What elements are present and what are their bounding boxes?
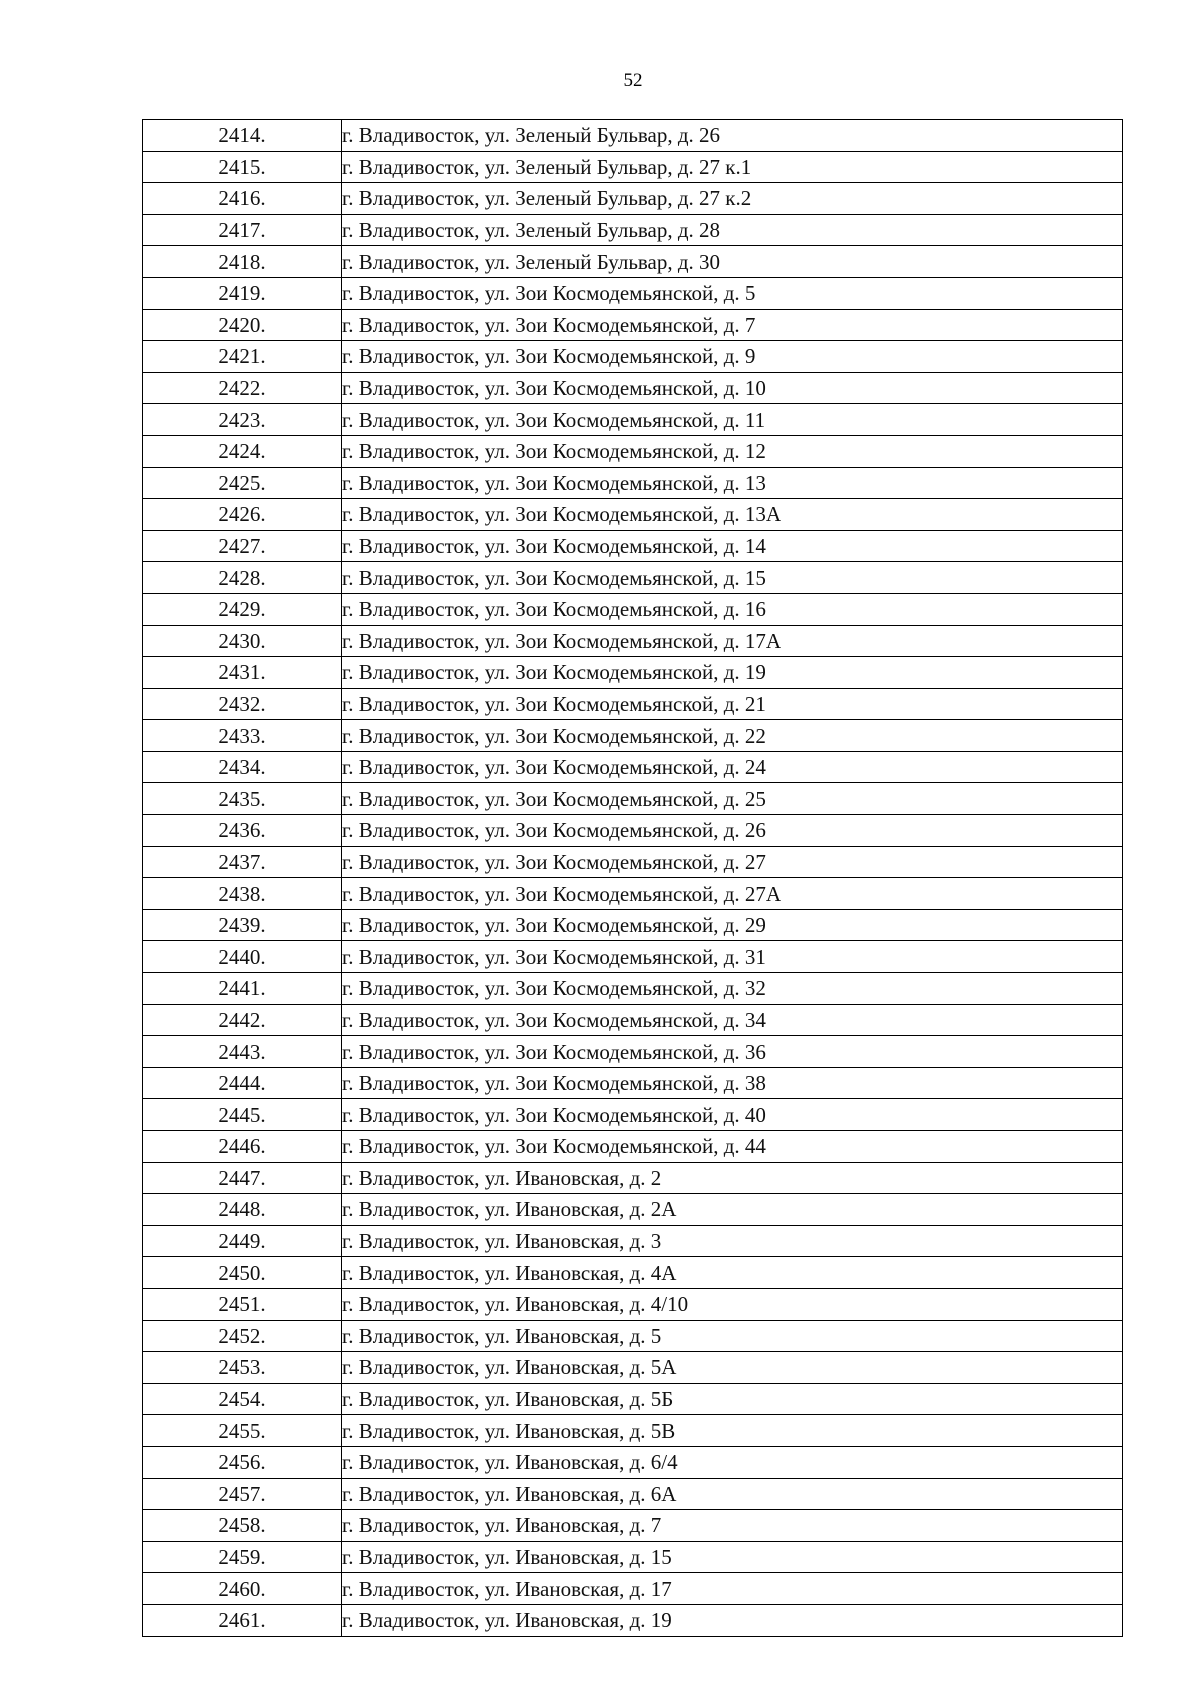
address-cell: г. Владивосток, ул. Зои Космодемьянской, д. 34 [342, 1004, 1123, 1036]
row-number: 2424. [143, 435, 342, 467]
row-number: 2443. [143, 1036, 342, 1068]
row-number: 2444. [143, 1067, 342, 1099]
row-number: 2450. [143, 1257, 342, 1289]
row-number: 2454. [143, 1383, 342, 1415]
address-cell: г. Владивосток, ул. Зеленый Бульвар, д. 28 [342, 214, 1123, 246]
table-row [143, 309, 1123, 341]
table-row [143, 530, 1123, 562]
table-row [143, 1510, 1123, 1542]
row-number: 2440. [143, 941, 342, 973]
row-number: 2460. [143, 1573, 342, 1605]
address-cell: г. Владивосток, ул. Ивановская, д. 4А [342, 1257, 1123, 1289]
table-row [143, 562, 1123, 594]
table-row [143, 1541, 1123, 1573]
row-number: 2456. [143, 1446, 342, 1478]
address-cell: г. Владивосток, ул. Зои Космодемьянской, д. 10 [342, 372, 1123, 404]
row-number: 2461. [143, 1604, 342, 1636]
address-cell: г. Владивосток, ул. Зои Космодемьянской, д. 25 [342, 783, 1123, 815]
address-cell: г. Владивосток, ул. Зои Космодемьянской, д. 5 [342, 277, 1123, 309]
address-table [142, 119, 1123, 1637]
address-cell: г. Владивосток, ул. Ивановская, д. 2 [342, 1162, 1123, 1194]
row-number: 2431. [143, 657, 342, 689]
row-number: 2421. [143, 341, 342, 373]
row-number: 2448. [143, 1194, 342, 1226]
row-number: 2415. [143, 151, 342, 183]
row-number: 2433. [143, 720, 342, 752]
address-cell: г. Владивосток, ул. Ивановская, д. 4/10 [342, 1288, 1123, 1320]
address-cell: г. Владивосток, ул. Ивановская, д. 17 [342, 1573, 1123, 1605]
table-row [143, 593, 1123, 625]
table-row [143, 404, 1123, 436]
table-row [143, 1415, 1123, 1447]
row-number: 2453. [143, 1352, 342, 1384]
table-row [143, 341, 1123, 373]
table-row [143, 1446, 1123, 1478]
page-number: 52 [623, 70, 643, 91]
table-row [143, 1099, 1123, 1131]
table-row [143, 246, 1123, 278]
row-number: 2420. [143, 309, 342, 341]
row-number: 2447. [143, 1162, 342, 1194]
address-cell: г. Владивосток, ул. Зои Космодемьянской, д. 29 [342, 909, 1123, 941]
address-cell: г. Владивосток, ул. Зои Космодемьянской, д. 9 [342, 341, 1123, 373]
row-number: 2459. [143, 1541, 342, 1573]
address-cell: г. Владивосток, ул. Зои Космодемьянской, д. 13 [342, 467, 1123, 499]
table-row [143, 499, 1123, 531]
table-row [143, 120, 1123, 152]
address-cell: г. Владивосток, ул. Зои Космодемьянской, д. 24 [342, 751, 1123, 783]
table-row [143, 151, 1123, 183]
table-row [143, 1036, 1123, 1068]
address-cell: г. Владивосток, ул. Зеленый Бульвар, д. 27 к.2 [342, 183, 1123, 215]
table-row [143, 973, 1123, 1005]
table-row [143, 467, 1123, 499]
address-cell: г. Владивосток, ул. Зои Космодемьянской, д. 36 [342, 1036, 1123, 1068]
address-cell: г. Владивосток, ул. Ивановская, д. 5В [342, 1415, 1123, 1447]
row-number: 2426. [143, 499, 342, 531]
row-number: 2445. [143, 1099, 342, 1131]
row-number: 2430. [143, 625, 342, 657]
row-number: 2428. [143, 562, 342, 594]
table-row [143, 1004, 1123, 1036]
table-row [143, 720, 1123, 752]
address-cell: г. Владивосток, ул. Зеленый Бульвар, д. 27 к.1 [342, 151, 1123, 183]
table-row [143, 1131, 1123, 1163]
table-row [143, 1162, 1123, 1194]
row-number: 2442. [143, 1004, 342, 1036]
address-cell: г. Владивосток, ул. Зои Космодемьянской, д. 32 [342, 973, 1123, 1005]
row-number: 2457. [143, 1478, 342, 1510]
address-cell: г. Владивосток, ул. Зои Космодемьянской, д. 21 [342, 688, 1123, 720]
table-row [143, 435, 1123, 467]
address-cell: г. Владивосток, ул. Зои Космодемьянской, д. 31 [342, 941, 1123, 973]
address-cell: г. Владивосток, ул. Ивановская, д. 15 [342, 1541, 1123, 1573]
address-cell: г. Владивосток, ул. Зои Космодемьянской, д. 27 [342, 846, 1123, 878]
table-row [143, 1478, 1123, 1510]
address-cell: г. Владивосток, ул. Зои Космодемьянской, д. 11 [342, 404, 1123, 436]
table-row [143, 1383, 1123, 1415]
row-number: 2434. [143, 751, 342, 783]
row-number: 2414. [143, 120, 342, 152]
table-row [143, 1320, 1123, 1352]
address-cell: г. Владивосток, ул. Зои Космодемьянской, д. 44 [342, 1131, 1123, 1163]
table-row [143, 1573, 1123, 1605]
address-cell: г. Владивосток, ул. Зои Космодемьянской, д. 27А [342, 878, 1123, 910]
row-number: 2435. [143, 783, 342, 815]
address-cell: г. Владивосток, ул. Ивановская, д. 3 [342, 1225, 1123, 1257]
address-cell: г. Владивосток, ул. Зои Космодемьянской, д. 12 [342, 435, 1123, 467]
address-table-body [143, 120, 1123, 1637]
table-row [143, 1194, 1123, 1226]
table-row [143, 625, 1123, 657]
address-cell: г. Владивосток, ул. Зои Космодемьянской, д. 7 [342, 309, 1123, 341]
table-row [143, 1257, 1123, 1289]
row-number: 2455. [143, 1415, 342, 1447]
table-row [143, 657, 1123, 689]
address-cell: г. Владивосток, ул. Ивановская, д. 7 [342, 1510, 1123, 1542]
address-cell: г. Владивосток, ул. Зои Космодемьянской, д. 13А [342, 499, 1123, 531]
address-cell: г. Владивосток, ул. Зои Космодемьянской, д. 17А [342, 625, 1123, 657]
row-number: 2429. [143, 593, 342, 625]
address-cell: г. Владивосток, ул. Зои Космодемьянской, д. 16 [342, 593, 1123, 625]
table-row [143, 688, 1123, 720]
address-cell: г. Владивосток, ул. Зои Космодемьянской, д. 22 [342, 720, 1123, 752]
row-number: 2436. [143, 815, 342, 847]
row-number: 2427. [143, 530, 342, 562]
row-number: 2418. [143, 246, 342, 278]
row-number: 2419. [143, 277, 342, 309]
address-cell: г. Владивосток, ул. Зои Космодемьянской, д. 14 [342, 530, 1123, 562]
row-number: 2432. [143, 688, 342, 720]
address-cell: г. Владивосток, ул. Ивановская, д. 5Б [342, 1383, 1123, 1415]
address-cell: г. Владивосток, ул. Зои Космодемьянской, д. 19 [342, 657, 1123, 689]
row-number: 2441. [143, 973, 342, 1005]
table-row [143, 1352, 1123, 1384]
address-cell: г. Владивосток, ул. Ивановская, д. 19 [342, 1604, 1123, 1636]
row-number: 2423. [143, 404, 342, 436]
address-cell: г. Владивосток, ул. Ивановская, д. 2А [342, 1194, 1123, 1226]
address-cell: г. Владивосток, ул. Ивановская, д. 5 [342, 1320, 1123, 1352]
row-number: 2439. [143, 909, 342, 941]
table-row [143, 1067, 1123, 1099]
address-cell: г. Владивосток, ул. Зои Космодемьянской, д. 38 [342, 1067, 1123, 1099]
table-row [143, 372, 1123, 404]
row-number: 2437. [143, 846, 342, 878]
table-row [143, 878, 1123, 910]
table-row [143, 1225, 1123, 1257]
row-number: 2422. [143, 372, 342, 404]
table-row [143, 1288, 1123, 1320]
address-cell: г. Владивосток, ул. Ивановская, д. 5А [342, 1352, 1123, 1384]
table-row [143, 1604, 1123, 1636]
table-row [143, 277, 1123, 309]
address-cell: г. Владивосток, ул. Зои Космодемьянской, д. 26 [342, 815, 1123, 847]
table-row [143, 751, 1123, 783]
address-cell: г. Владивосток, ул. Зеленый Бульвар, д. 26 [342, 120, 1123, 152]
address-cell: г. Владивосток, ул. Зеленый Бульвар, д. 30 [342, 246, 1123, 278]
table-row [143, 846, 1123, 878]
table-row [143, 783, 1123, 815]
row-number: 2417. [143, 214, 342, 246]
row-number: 2446. [143, 1131, 342, 1163]
address-cell: г. Владивосток, ул. Зои Космодемьянской, д. 40 [342, 1099, 1123, 1131]
row-number: 2452. [143, 1320, 342, 1352]
row-number: 2425. [143, 467, 342, 499]
row-number: 2451. [143, 1288, 342, 1320]
address-cell: г. Владивосток, ул. Ивановская, д. 6/4 [342, 1446, 1123, 1478]
row-number: 2438. [143, 878, 342, 910]
row-number: 2458. [143, 1510, 342, 1542]
table-row [143, 183, 1123, 215]
table-row [143, 941, 1123, 973]
row-number: 2416. [143, 183, 342, 215]
table-row [143, 909, 1123, 941]
address-cell: г. Владивосток, ул. Зои Космодемьянской, д. 15 [342, 562, 1123, 594]
address-cell: г. Владивосток, ул. Ивановская, д. 6А [342, 1478, 1123, 1510]
table-row [143, 815, 1123, 847]
row-number: 2449. [143, 1225, 342, 1257]
table-row [143, 214, 1123, 246]
